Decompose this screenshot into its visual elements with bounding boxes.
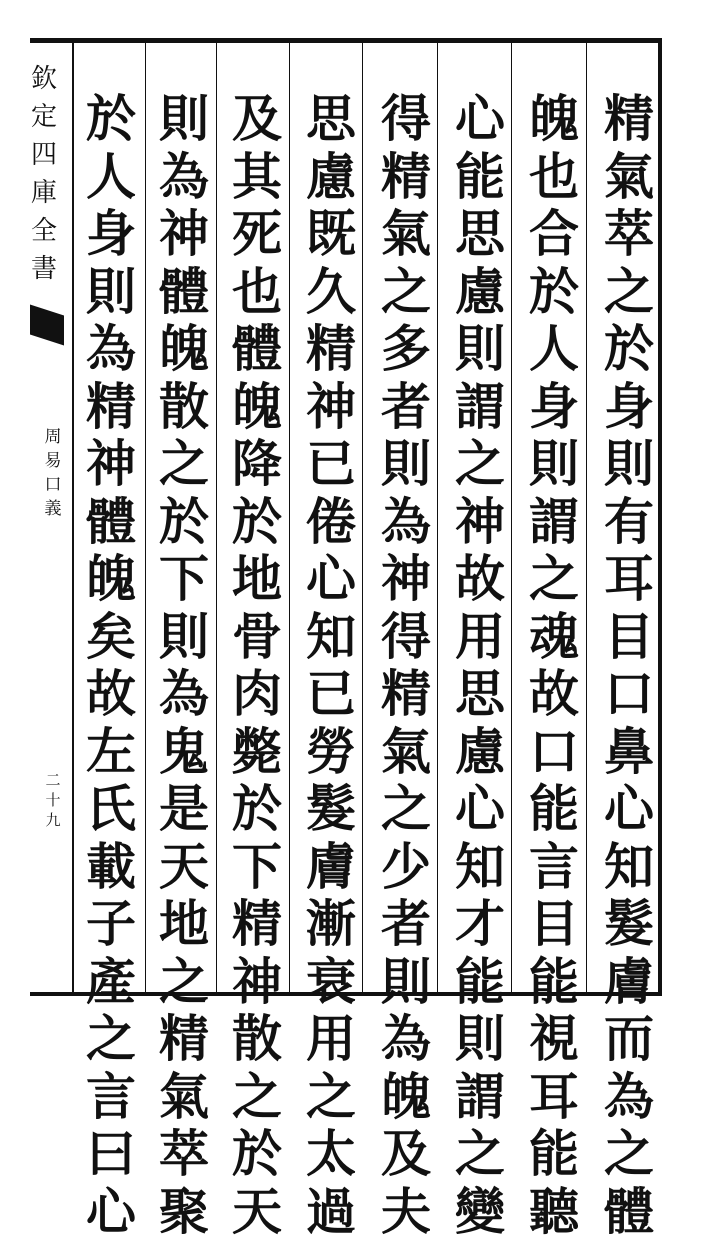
column-rule	[437, 38, 438, 996]
glyph: 有	[604, 491, 654, 551]
column-rule	[586, 38, 587, 996]
glyph: 於	[86, 89, 136, 148]
glyph: 者	[381, 894, 431, 953]
glyph: 地	[232, 549, 282, 608]
glyph: 言	[86, 1066, 136, 1126]
glyph: 身	[529, 376, 579, 436]
glyph: 心	[604, 779, 654, 838]
glyph: 知	[306, 606, 356, 666]
glyph: 故	[455, 549, 505, 608]
glyph: 左	[86, 721, 136, 781]
glyph: 則	[159, 606, 209, 666]
text-column	[80, 89, 142, 1241]
glyph: 慮	[455, 721, 505, 781]
glyph: 欽	[30, 64, 57, 94]
column-rule	[362, 38, 363, 996]
text-column	[449, 89, 511, 1241]
glyph: 則	[455, 1009, 505, 1068]
glyph: 能	[455, 146, 505, 206]
glyph: 之	[159, 434, 209, 493]
glyph: 之	[232, 1066, 282, 1126]
glyph: 魄	[232, 376, 282, 436]
glyph: 慮	[455, 261, 505, 321]
glyph: 用	[455, 606, 505, 666]
glyph: 定	[30, 102, 57, 132]
glyph: 才	[455, 894, 505, 953]
glyph: 心	[455, 779, 505, 838]
glyph: 萃	[604, 204, 654, 263]
glyph: 全	[30, 216, 57, 246]
glyph: 膚	[604, 951, 654, 1011]
glyph: 謂	[529, 491, 579, 551]
glyph: 之	[604, 261, 654, 321]
text-column	[226, 89, 288, 1241]
glyph: 為	[159, 664, 209, 723]
glyph: 思	[455, 204, 505, 263]
glyph: 二	[45, 771, 61, 789]
glyph: 為	[86, 319, 136, 378]
glyph: 謂	[455, 1066, 505, 1126]
glyph: 髮	[604, 894, 654, 953]
glyph: 者	[381, 376, 431, 436]
glyph: 矣	[86, 606, 136, 666]
glyph: 人	[529, 319, 579, 378]
glyph: 能	[529, 1124, 579, 1183]
glyph: 為	[381, 1009, 431, 1068]
glyph: 則	[381, 434, 431, 493]
glyph: 勞	[306, 721, 356, 781]
glyph: 鼻	[604, 721, 654, 781]
glyph: 為	[381, 491, 431, 551]
glyph: 神	[232, 951, 282, 1011]
glyph: 為	[604, 1066, 654, 1126]
glyph: 心	[306, 549, 356, 608]
glyph: 義	[44, 499, 62, 519]
glyph: 神	[455, 491, 505, 551]
glyph: 之	[381, 261, 431, 321]
margin-collection-title	[30, 60, 58, 288]
glyph: 知	[604, 836, 654, 896]
glyph: 斃	[232, 721, 282, 781]
glyph: 於	[529, 261, 579, 321]
glyph: 易	[44, 451, 62, 471]
column-rule	[145, 38, 146, 996]
glyph: 則	[455, 319, 505, 378]
column-rule	[216, 38, 217, 996]
glyph: 則	[159, 89, 209, 148]
glyph: 鬼	[159, 721, 209, 781]
glyph: 身	[86, 204, 136, 263]
glyph: 用	[306, 1009, 356, 1068]
glyph: 耳	[604, 549, 654, 608]
glyph: 周	[44, 427, 62, 447]
glyph: 多	[381, 319, 431, 378]
glyph: 口	[604, 664, 654, 723]
glyph: 已	[306, 434, 356, 493]
column-rule	[289, 38, 290, 996]
glyph: 知	[455, 836, 505, 896]
glyph: 既	[306, 204, 356, 263]
glyph: 少	[381, 836, 431, 896]
glyph: 死	[232, 204, 282, 263]
glyph: 之	[455, 434, 505, 493]
glyph: 氣	[381, 721, 431, 781]
glyph: 是	[159, 779, 209, 838]
glyph: 而	[604, 1009, 654, 1068]
glyph: 倦	[306, 491, 356, 551]
glyph: 及	[381, 1124, 431, 1183]
glyph: 夫	[381, 1181, 431, 1241]
glyph: 精	[86, 376, 136, 436]
glyph: 萃	[159, 1124, 209, 1183]
glyph: 則	[86, 261, 136, 321]
glyph: 謂	[455, 376, 505, 436]
glyph: 載	[86, 836, 136, 896]
glyph: 精	[604, 89, 654, 148]
glyph: 精	[381, 664, 431, 723]
glyph: 目	[604, 606, 654, 666]
glyph: 氣	[159, 1066, 209, 1126]
glyph: 體	[232, 319, 282, 378]
glyph: 下	[232, 836, 282, 896]
glyph: 故	[86, 664, 136, 723]
glyph: 之	[604, 1124, 654, 1183]
glyph: 髮	[306, 779, 356, 838]
glyph: 為	[159, 146, 209, 206]
glyph: 合	[529, 204, 579, 263]
text-column	[375, 89, 437, 1241]
margin-book-title	[42, 425, 64, 521]
glyph: 聽	[529, 1181, 579, 1241]
glyph: 散	[232, 1009, 282, 1068]
glyph: 也	[529, 146, 579, 206]
glyph: 天	[159, 836, 209, 896]
glyph: 漸	[306, 894, 356, 953]
glyph: 於	[604, 319, 654, 378]
glyph: 膚	[306, 836, 356, 896]
glyph: 目	[529, 894, 579, 953]
glyph: 於	[159, 491, 209, 551]
glyph: 思	[306, 89, 356, 148]
glyph: 能	[455, 951, 505, 1011]
glyph: 天	[232, 1181, 282, 1241]
glyph: 魄	[159, 319, 209, 378]
glyph: 神	[159, 204, 209, 263]
glyph: 能	[529, 779, 579, 838]
glyph: 得	[381, 89, 431, 148]
glyph: 則	[529, 434, 579, 493]
glyph: 書	[30, 254, 57, 284]
glyph: 散	[159, 376, 209, 436]
glyph: 身	[604, 376, 654, 436]
glyph: 產	[86, 951, 136, 1011]
glyph: 魄	[381, 1066, 431, 1126]
glyph: 之	[381, 779, 431, 838]
glyph: 精	[381, 146, 431, 206]
glyph: 下	[159, 549, 209, 608]
glyph: 之	[306, 1066, 356, 1126]
glyph: 精	[232, 894, 282, 953]
glyph: 言	[529, 836, 579, 896]
margin-page-number	[42, 770, 64, 830]
glyph: 氏	[86, 779, 136, 838]
glyph: 十	[45, 791, 61, 809]
glyph: 魂	[529, 606, 579, 666]
glyph: 能	[529, 951, 579, 1011]
glyph: 體	[604, 1181, 654, 1241]
glyph: 慮	[306, 146, 356, 206]
glyph: 之	[529, 549, 579, 608]
glyph: 體	[159, 261, 209, 321]
glyph: 氣	[381, 204, 431, 263]
glyph: 曰	[86, 1124, 136, 1183]
glyph: 聚	[159, 1181, 209, 1241]
glyph: 思	[455, 664, 505, 723]
glyph: 則	[381, 951, 431, 1011]
glyph: 降	[232, 434, 282, 493]
glyph: 之	[159, 951, 209, 1011]
glyph: 地	[159, 894, 209, 953]
glyph: 魄	[529, 89, 579, 148]
glyph: 肉	[232, 664, 282, 723]
glyph: 精	[306, 319, 356, 378]
glyph: 太	[306, 1124, 356, 1183]
margin-divider	[72, 38, 74, 996]
glyph: 口	[529, 721, 579, 781]
glyph: 氣	[604, 146, 654, 206]
glyph: 心	[86, 1181, 136, 1241]
glyph: 神	[86, 434, 136, 493]
glyph: 心	[455, 89, 505, 148]
glyph: 神	[306, 376, 356, 436]
glyph: 於	[232, 491, 282, 551]
glyph: 也	[232, 261, 282, 321]
text-column	[598, 89, 660, 1241]
glyph: 精	[159, 1009, 209, 1068]
glyph: 子	[86, 894, 136, 953]
glyph: 之	[455, 1124, 505, 1183]
glyph: 則	[604, 434, 654, 493]
glyph: 九	[45, 811, 61, 829]
text-column	[153, 89, 215, 1241]
glyph: 及	[232, 89, 282, 148]
glyph: 庫	[30, 178, 57, 208]
glyph: 骨	[232, 606, 282, 666]
glyph: 體	[86, 491, 136, 551]
glyph: 神	[381, 549, 431, 608]
column-rule	[511, 38, 512, 996]
glyph: 視	[529, 1009, 579, 1068]
glyph: 其	[232, 146, 282, 206]
glyph: 已	[306, 664, 356, 723]
glyph: 人	[86, 146, 136, 206]
glyph: 魄	[86, 549, 136, 608]
glyph: 過	[306, 1181, 356, 1241]
glyph: 四	[30, 140, 57, 170]
glyph: 變	[455, 1181, 505, 1241]
glyph: 於	[232, 1124, 282, 1183]
glyph: 於	[232, 779, 282, 838]
glyph: 口	[44, 475, 62, 495]
glyph: 久	[306, 261, 356, 321]
text-column	[300, 89, 362, 1241]
glyph: 故	[529, 664, 579, 723]
glyph: 得	[381, 606, 431, 666]
glyph: 衰	[306, 951, 356, 1011]
glyph: 耳	[529, 1066, 579, 1126]
text-column	[523, 89, 585, 1241]
glyph: 之	[86, 1009, 136, 1068]
